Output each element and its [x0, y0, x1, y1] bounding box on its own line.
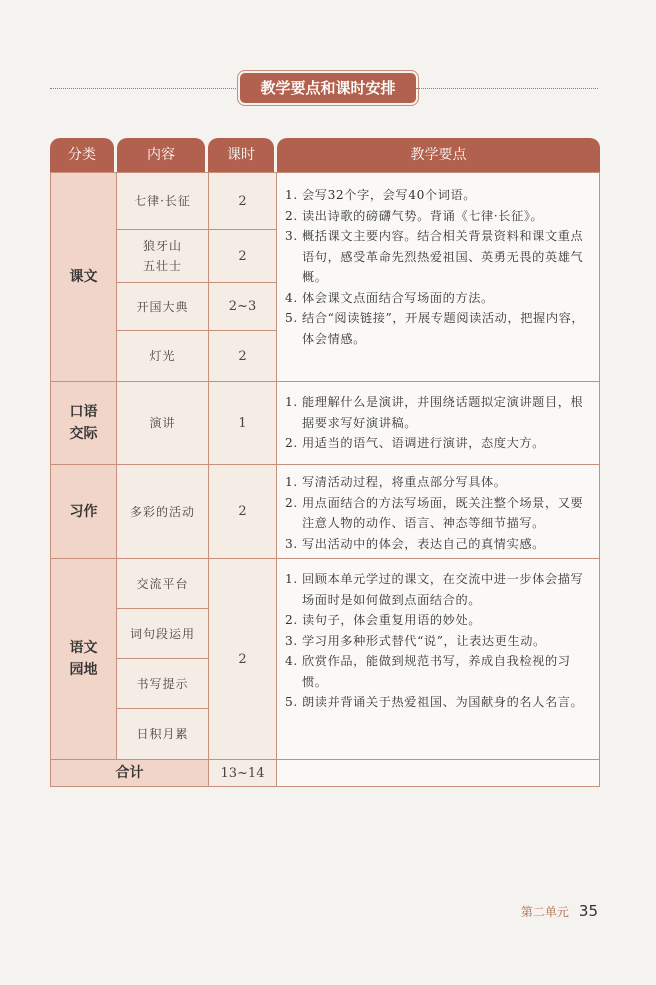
content-cell: 开国大典 [117, 283, 209, 331]
points-cell [277, 382, 599, 465]
content-cell: 多彩的活动 [117, 465, 209, 559]
point-item: 5. 朗读并背诵关于热爱祖国、为国献身的名人名言。 [285, 695, 584, 709]
total-points-empty [277, 760, 599, 786]
title-rule-left [50, 88, 240, 89]
hours-cell: 2 [209, 173, 277, 230]
section-title: 教学要点和课时安排 [240, 73, 416, 103]
points-cell [277, 465, 599, 559]
hours-cell: 2~3 [209, 283, 277, 331]
category-cell: 课文 [51, 173, 117, 382]
header-content: 内容 [117, 138, 205, 172]
header-hours: 课时 [208, 138, 274, 172]
total-label: 合计 [51, 760, 209, 786]
point-item: 2. 读出诗歌的磅礴气势。背诵《七律·长征》。 [285, 208, 544, 223]
content-cell: 灯光 [117, 331, 209, 382]
point-item: 2. 用适当的语气、语调进行演讲，态度大方。 [285, 436, 545, 450]
point-item: 4. 体会课文点面结合写场面的方法。 [285, 290, 494, 305]
content-cell: 交流平台 [117, 559, 209, 609]
content-cell: 七律·长征 [117, 173, 209, 230]
category-cell: 习作 [51, 465, 117, 559]
header-category: 分类 [50, 138, 114, 172]
point-item: 4. 欣赏作品，能做到规范书写，养成自我检视的习惯。 [285, 654, 571, 689]
point-item: 3. 写出活动中的体会，表达自己的真情实感。 [285, 536, 545, 551]
page-footer [521, 902, 598, 920]
points-cell [277, 559, 599, 760]
content-cell: 狼牙山五壮士 [117, 230, 209, 283]
hours-cell: 1 [209, 382, 277, 465]
category-cell: 语文园地 [51, 559, 117, 760]
hours-cell: 2 [209, 559, 277, 760]
point-item: 3. 概括课文主要内容。结合相关背景资料和课文重点语句，感受革命先烈热爱祖国、英勇无畏的英雄气概。 [285, 229, 584, 284]
content-cell: 书写提示 [117, 659, 209, 709]
point-item: 1. 回顾本单元学过的课文，在交流中进一步体会描写场面时是如何做到点面结合的。 [285, 572, 584, 607]
unit-label: 第二单元 [520, 905, 569, 919]
points-cell [277, 173, 599, 382]
content-cell: 日积月累 [117, 709, 209, 760]
total-hours: 13~14 [209, 760, 277, 786]
title-rule-right [416, 88, 598, 89]
hours-cell: 2 [209, 230, 277, 283]
page-number: 35 [578, 902, 598, 920]
header-points: 教学要点 [277, 138, 600, 172]
point-item: 5. 结合“阅读链接”，开展专题阅读活动，把握内容，体会情感。 [285, 311, 585, 346]
point-item: 2. 用点面结合的方法写场面，既关注整个场景，又要注意人物的动作、语言、神态等细节描写。 [285, 495, 584, 530]
hours-cell: 2 [209, 331, 277, 382]
point-item: 1. 能理解什么是演讲，并围绕话题拟定演讲题目，根据要求写好演讲稿。 [285, 395, 584, 430]
point-item: 1. 会写32个字，会写40个词语。 [285, 188, 477, 202]
point-item: 2. 读句子，体会重复用语的妙处。 [285, 613, 482, 627]
content-cell: 演讲 [117, 382, 209, 465]
table-body [50, 172, 600, 787]
point-item: 1. 写清活动过程，将重点部分写具体。 [285, 475, 507, 489]
point-item: 3. 学习用多种形式替代“说”，让表达更生动。 [285, 633, 546, 648]
hours-cell: 2 [209, 465, 277, 559]
content-cell: 词句段运用 [117, 609, 209, 659]
category-cell: 口语交际 [51, 382, 117, 465]
